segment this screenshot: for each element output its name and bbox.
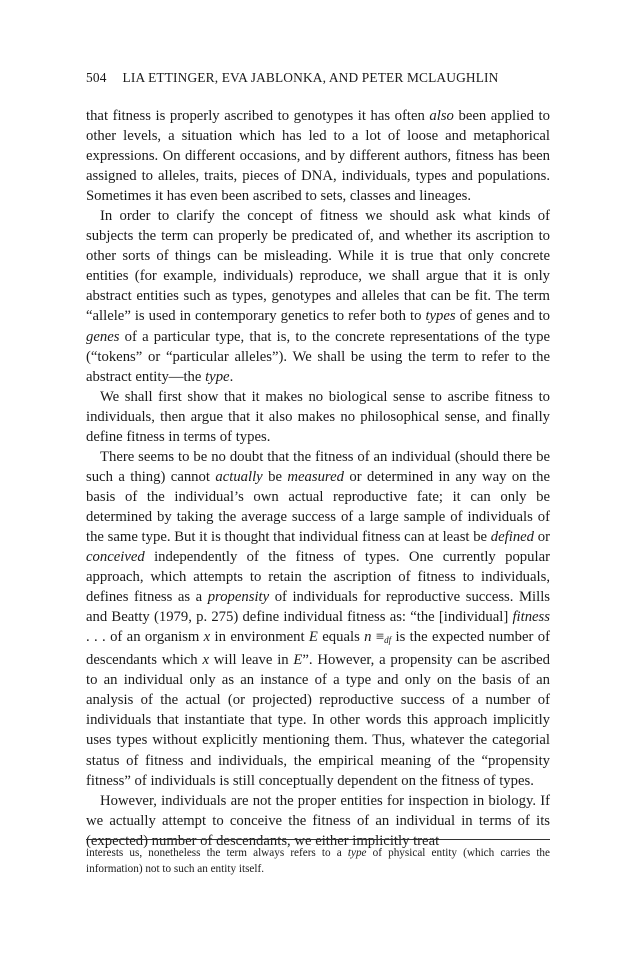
italic-text: fitness bbox=[512, 609, 550, 626]
text-run: or determined in any way on the basis of the individual’s own actual reproductive fate; it can only be determined by taking the average success of a large sample of individuals of the same type. But it is thought that individual fitness can at least be bbox=[86, 468, 550, 545]
text-run: We shall first show that it makes no biological sense to ascribe fitness to individuals, then argue that it also makes no philosophical sense, and finally define fitness in terms of types. bbox=[86, 388, 550, 445]
body-text bbox=[86, 106, 550, 851]
italic-text: x bbox=[202, 652, 209, 669]
paragraph-4 bbox=[86, 447, 550, 791]
text-run: or bbox=[534, 528, 550, 545]
paragraph-1 bbox=[86, 106, 550, 206]
italic-text: propensity bbox=[207, 589, 270, 606]
italic-text: E bbox=[308, 629, 318, 646]
italic-text: n bbox=[364, 629, 372, 646]
text-run: However, individuals are not the proper entities for inspection in biology. If we actually attempt to conceive the fitness of an individual in terms of its (expected) number of descendants, we either implicitly treat bbox=[86, 792, 550, 849]
italic-text: conceived bbox=[86, 549, 145, 566]
paragraph-5 bbox=[86, 791, 550, 851]
text-run: of genes and to bbox=[455, 308, 550, 325]
italic-text: E bbox=[293, 652, 303, 669]
text-run: of individuals for reproductive success. Mills and Beatty (1979, p. 275) define individual fitness as: “the [individual] bbox=[86, 589, 551, 626]
italic-text: x bbox=[203, 629, 211, 646]
paragraph-3 bbox=[86, 387, 550, 447]
italic-text: type bbox=[347, 847, 367, 859]
italic-text: types bbox=[425, 308, 456, 325]
text-run: be bbox=[262, 468, 288, 485]
text-run: ≡ bbox=[371, 629, 385, 646]
text-run: been applied to other levels, a situation which has led to a lot of loose and metaphorical expressions. On different occasions, and by different authors, fitness has been assigned to alleles, traits, pieces of DNA, individuals, types and populations. Sometimes it has even been ascribed to sets, classes and lineages. bbox=[86, 108, 550, 205]
running-head-authors: LIA ETTINGER, EVA JABLONKA, AND PETER MCLAUGHLIN bbox=[122, 70, 499, 85]
text-run: ”. However, a propensity can be ascribed to an individual only as an instance of a type and only on the basis of an analysis of the actual (or projected) reproductive success of a number of individuals that instantiate that type. In other words this approach implicitly uses types without explicitly mentioning them. Thus, whatever the categorial status of fitness and individuals, the empirical meaning of the “propensity fitness” of individuals is still conceptually dependent on the fitness of types. bbox=[86, 652, 550, 789]
footnote-divider bbox=[86, 839, 550, 840]
italic-text: type bbox=[205, 368, 230, 385]
italic-text: defined bbox=[490, 528, 535, 545]
footnote bbox=[86, 846, 550, 877]
text-run: independently of the fitness of types. One currently popular approach, which attempts to retain the ascription of fitness to individuals, defines fitness as a bbox=[86, 549, 550, 606]
text-run: . bbox=[229, 368, 234, 385]
text-run: in environment bbox=[210, 629, 309, 646]
text-run: There seems to be no doubt that the fitness of an individual (should there be such a thing) cannot bbox=[86, 448, 550, 485]
text-run: of a particular type, that is, to the concrete representations of the type (“tokens” or “particular alleles”). We shall be using the term to refer to the abstract entity—the bbox=[86, 328, 550, 385]
subscript-text: df bbox=[384, 635, 392, 646]
italic-text: genes bbox=[86, 328, 120, 345]
paragraph-2 bbox=[86, 206, 550, 386]
text-run: that fitness is properly ascribed to genotypes it has often bbox=[86, 108, 430, 124]
italic-text: also bbox=[429, 108, 454, 124]
italic-text: actually bbox=[215, 468, 263, 485]
text-run: In order to clarify the concept of fitness we should ask what kinds of subjects the term can properly be predicated of, and whether its ascription to other sorts of things can be misleading. While it is true that only concrete entities (for example, individuals) reproduce, we shall argue that it is only abstract entities such as types, genotypes and alleles that can be fit. The term “allele” is used in contemporary genetics to refer both to bbox=[86, 208, 550, 325]
page-number: 504 bbox=[86, 70, 107, 85]
italic-text: measured bbox=[287, 468, 344, 485]
text-run: equals bbox=[317, 629, 365, 646]
text-run: will leave in bbox=[208, 652, 294, 669]
text-run: interests us, nonetheless the term always refers to a bbox=[86, 847, 348, 859]
text-run: of physical entity (which carries the information) not to such an entity itself. bbox=[86, 847, 550, 875]
text-run: . . . of an organism bbox=[86, 629, 204, 646]
running-header bbox=[86, 70, 556, 86]
text-run: is the expected number of descendants which bbox=[86, 629, 550, 669]
